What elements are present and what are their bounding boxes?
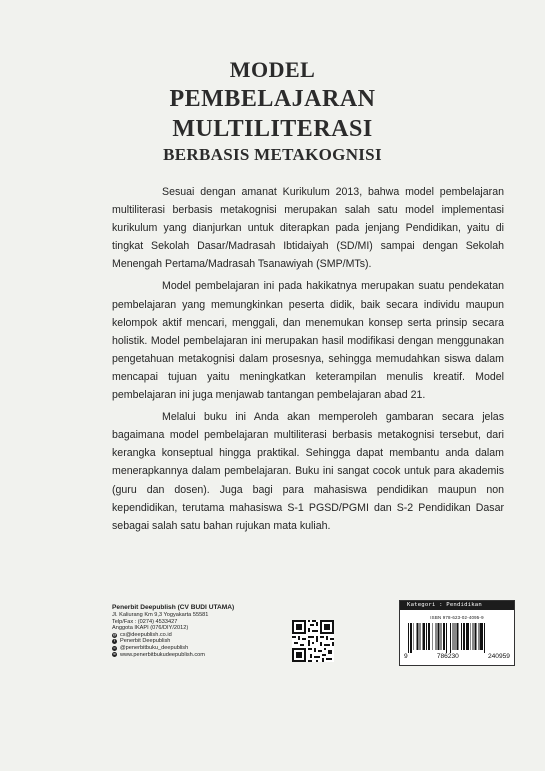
- category-label: Kategori : Pendidikan: [400, 601, 514, 610]
- globe-icon: w: [113, 652, 116, 657]
- barcode-icon: [408, 623, 506, 653]
- isbn-barcode-box: [399, 600, 515, 666]
- blurb: [112, 183, 504, 539]
- publisher-address: Jl. Kaliurang Km 9,3 Yogyakarta 55581: [112, 612, 209, 618]
- barcode-digit-group-2: 240959: [487, 653, 510, 660]
- publisher-phone: Telp/Fax : (0274) 4533427: [112, 618, 178, 625]
- barcode-digits: [404, 653, 510, 660]
- publisher-member: Anggota IKAPI (076/DIY/2012): [112, 625, 189, 632]
- instagram-icon: o: [113, 645, 116, 650]
- publisher-name: Penerbit Deepublish (CV BUDI UTAMA): [112, 604, 235, 611]
- contact-facebook[interactable]: f Penerbit Deepublish: [114, 638, 171, 645]
- qr-code-icon[interactable]: [292, 620, 334, 662]
- contact-instagram[interactable]: o @penerbitbuku_deepublish: [113, 644, 189, 651]
- facebook-icon: f: [112, 639, 117, 644]
- blurb-paragraph-1: Sesuai dengan amanat Kurikulum 2013, bahwa model pembelajaran multiliterasi berbasis metakognisi merupakan salah satu model implementasi kurikulum yang dianjurkan untuk diterapkan pada jenjang Pendidikan, yaitu di tingkat Sekolah Dasar/Madrasah Ibtidaiyah (SD/MI) sampai dengan Sekolah Menengah Pertama/Madrasah Tsanawiyah (SMP/MTs).: [112, 186, 504, 271]
- email-icon: @: [112, 632, 117, 637]
- title-line-1: MODEL: [229, 57, 316, 82]
- blurb-paragraph-3: Melalui buku ini Anda akan memperoleh gambaran secara jelas bagaimana model pembelajaran multiliterasi berbasis metakognisi tersebut, dari kerangka konseptual hingga praktikal. Sehingga dapat membantu anda dalam menerapkannya dalam pembelajaran. Buku ini sangat cocok untuk para akademis (guru dan dosen). Juga bagi para mahasiswa pendidikan maupun non kependidikan, terutama mahasiswa S-1 PGSD/PGMI dan S-2 Pendidikan Dasar sebagai salah satu bahan rujukan mata kuliah.: [112, 411, 504, 532]
- title-line-3: MULTILITERASI: [172, 116, 373, 142]
- title-line-4: BERBASIS METAKOGNISI: [163, 145, 382, 164]
- isbn-number: ISBN 978-623-02-4095-9: [430, 615, 484, 620]
- publisher-info: [112, 604, 272, 658]
- book-title: [0, 56, 545, 166]
- barcode-digit-prefix: 9: [404, 653, 408, 660]
- contact-email[interactable]: @ cs@deepublish.co.id: [112, 631, 172, 638]
- title-line-2: PEMBELAJARAN: [169, 86, 376, 112]
- contact-website[interactable]: w www.penerbitbukudeepublish.com: [113, 651, 205, 658]
- barcode-digit-group-1: 786230: [436, 653, 459, 660]
- blurb-paragraph-2: Model pembelajaran ini pada hakikatnya merupakan suatu pendekatan pembelajaran yang memungkinkan peserta didik, baik secara individu maupun kelompok aktif mencari, menggali, dan menemukan konsep serta prinsip secara holistik. Model pembelajaran ini merupakan hasil modifikasi dengan menggunakan pengetahuan metakognisi dalam prosesnya, sehingga memudahkan siswa dalam mencapai tujuan yaitu meningkatkan keterampilan menulis kreatif. Model pembelajaran ini juga menjawab tantangan pembelajaran abad 21.: [112, 280, 504, 402]
